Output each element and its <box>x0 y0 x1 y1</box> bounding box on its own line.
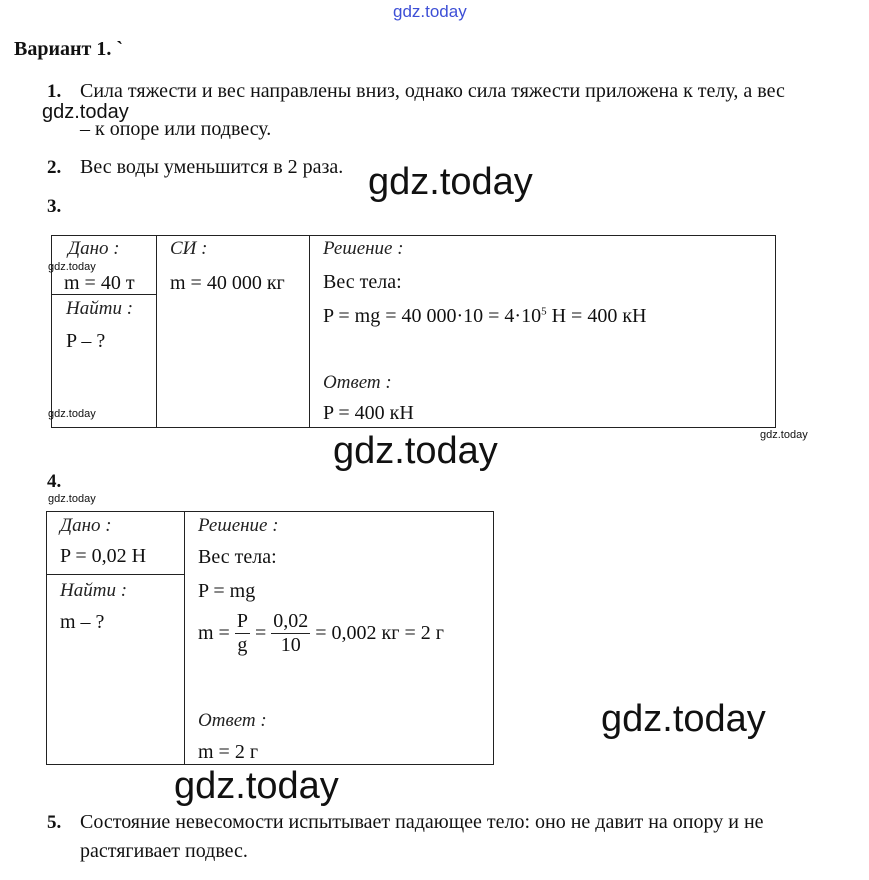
task-3-najti-value: P – ? <box>66 330 106 352</box>
watermark-2: gdz.today <box>368 161 533 203</box>
task-4-fraction-1 <box>235 610 250 657</box>
task-4-fraction-1-denominator: g <box>237 634 248 656</box>
task-4-fraction-1-numerator: P <box>236 610 248 632</box>
task-4-equals: = <box>254 622 267 644</box>
task-4-fraction-2-denominator: 10 <box>280 634 301 656</box>
item-1-number: 1. <box>47 81 62 102</box>
task-4-otvet-label: Ответ : <box>198 710 267 731</box>
task-3-otvet-label: Ответ : <box>323 372 392 393</box>
task-4-ves-tela: Вес тела: <box>198 546 277 568</box>
watermark-8: gdz.today <box>601 698 766 740</box>
task-4-fraction-2 <box>271 610 310 657</box>
watermark-1: gdz.today <box>42 101 129 123</box>
item-5-line-1: Состояние невесомости испытывает падающее тело: оно не давит на опору и не <box>80 811 764 833</box>
item-1-line-2: – к опоре или подвесу. <box>80 118 272 140</box>
item-5-line-2: растягивает подвес. <box>80 840 248 862</box>
task-4-otvet-value: m = 2 г <box>198 741 259 763</box>
task-4-formula-2 <box>198 610 444 657</box>
watermark-top: gdz.today <box>393 2 467 21</box>
item-5-number: 5. <box>47 812 62 833</box>
item-4-number: 4. <box>47 471 62 492</box>
task-4-dano-divider <box>46 574 185 575</box>
task-3-dano-value: m = 40 т <box>64 272 135 294</box>
item-2-text: Вес воды уменьшится в 2 раза. <box>80 156 344 178</box>
task-4-dano-value: P = 0,02 Н <box>60 545 147 567</box>
task-4-result: = 0,002 кг = 2 г <box>315 622 444 644</box>
task-3-formula-main: P = mg = 40 000·10 = 4·10 <box>323 305 542 327</box>
watermark-3: gdz.today <box>48 261 96 273</box>
title-text: Вариант 1. <box>14 38 112 60</box>
task-3-divider-1 <box>156 235 157 428</box>
watermark-5: gdz.today <box>760 429 808 441</box>
task-3-dano-label: Дано : <box>68 238 120 259</box>
task-3-table <box>51 235 776 428</box>
task-4-m-eq: m = <box>198 622 230 644</box>
item-1-line-1: Сила тяжести и вес направлены вниз, однако сила тяжести приложена к телу, а вес <box>80 80 785 102</box>
watermark-4: gdz.today <box>48 408 96 420</box>
watermark-7: gdz.today <box>48 493 96 505</box>
watermark-6: gdz.today <box>333 430 498 472</box>
title-mark: ` <box>116 38 124 60</box>
task-4-divider <box>184 511 185 765</box>
task-4-dano-label: Дано : <box>60 515 112 536</box>
task-3-si-label: СИ : <box>170 238 208 259</box>
task-3-najti-label: Найти : <box>66 298 134 319</box>
task-3-formula-tail: Н = 400 кН <box>546 305 647 327</box>
task-4-formula-1: P = mg <box>198 580 256 602</box>
task-4-najti-label: Найти : <box>60 580 128 601</box>
task-3-reshenie-label: Решение : <box>323 238 404 259</box>
page-title <box>14 38 123 61</box>
task-3-formula-exponent: 5 <box>541 305 547 318</box>
item-3-number: 3. <box>47 196 62 217</box>
task-4-najti-value: m – ? <box>60 611 105 633</box>
task-3-ves-tela: Вес тела: <box>323 271 402 293</box>
task-3-divider-2 <box>309 235 310 428</box>
watermark-9: gdz.today <box>174 765 339 807</box>
task-3-formula <box>323 305 647 328</box>
item-2-number: 2. <box>47 157 62 178</box>
task-3-si-value: m = 40 000 кг <box>170 272 285 294</box>
task-4-reshenie-label: Решение : <box>198 515 279 536</box>
task-4-fraction-2-numerator: 0,02 <box>273 610 309 632</box>
task-3-otvet-value: P = 400 кН <box>323 402 414 424</box>
